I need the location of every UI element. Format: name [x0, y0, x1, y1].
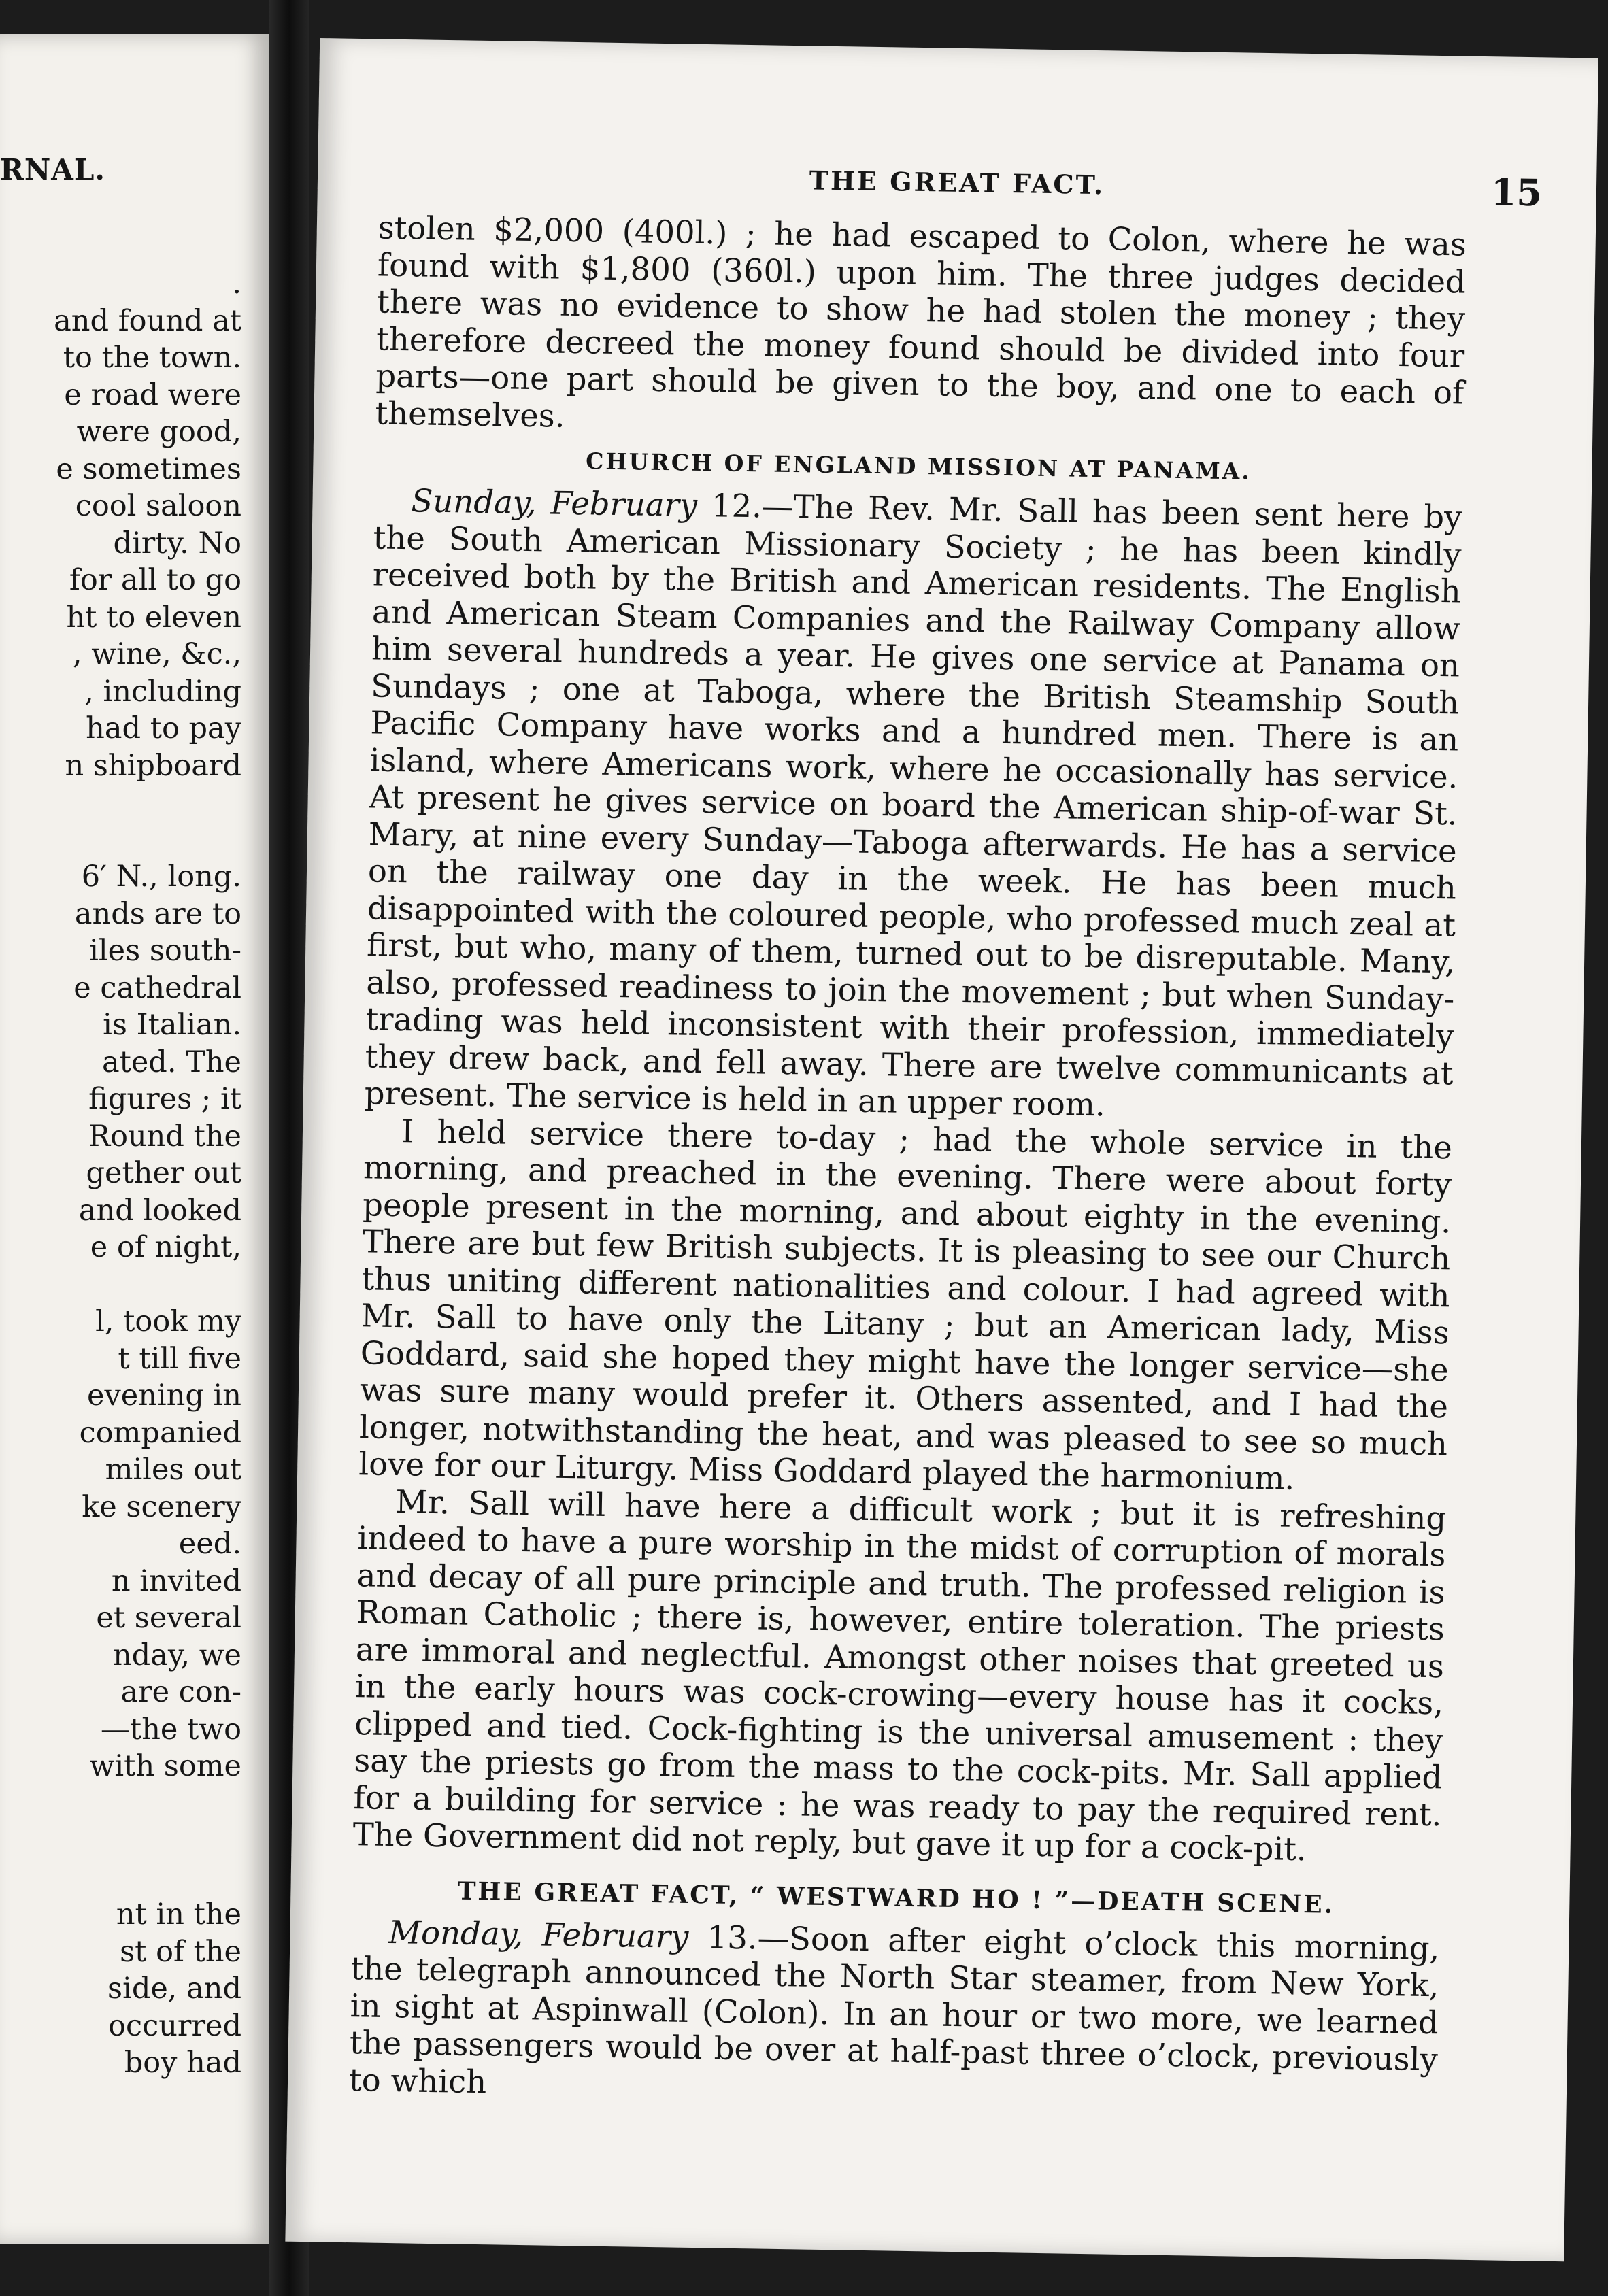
facing-line: dirty. No [113, 526, 241, 560]
facing-line: had to pay [86, 711, 241, 745]
opening-paragraph: stolen $2,000 (400l.) ; he had escaped to Colon, where he was found with $1,800 (360l.) upon him. The three judges decided there was no evidence to show he had stolen the money ; they therefore decreed the money found should be divided into four parts—one part should be given to the boy, and one to each of themselves. [375, 209, 1467, 435]
facing-line: are con- [120, 1675, 241, 1709]
facing-line: boy had [124, 2046, 241, 2080]
facing-line: were good, [76, 415, 241, 449]
facing-page [0, 34, 269, 2244]
paragraph-difficult-work: Mr. Sall will have here a difficult work ; but it is refreshing indeed to have a pure worship in the midst of corruption of morals and decay of all pure principle and truth. The professed religion is Roman Catholic ; there is, however, entire toleration. The priests are immoral and neglectful. Amongst other noises that greeted us in the early hours was cock-crowing—every house has it cocks, clipped and tied. Cock-fighting is the universal amusement : they say the priests go from the mass to the cock-pits. Mr. Sall applied for a building for service : he was ready to pay the required rent. The Government did not reply, but gave it up for a cock-pit. [352, 1483, 1447, 1868]
facing-line: n invited [111, 1564, 241, 1598]
facing-line: is Italian. [103, 1008, 241, 1042]
facing-line [0, 1822, 241, 1859]
facing-line: 6′ N., long. [81, 860, 241, 894]
facing-line: figures ; it [88, 1082, 241, 1116]
facing-line: miles out [105, 1453, 241, 1487]
paragraph-monday [349, 1913, 1440, 2116]
paragraph-service: I held service there to-day ; had the whole service in the morning, and preached in the evening. There were about forty people present in the morning, and about eighty in the evening. There are but few British subjects. It is pleasing to see our Church thus uniting different nationalities and colour. I had agreed with Mr. Sall to have only the Litany ; but an American lady, Miss Goddard, said she hoped they might have the longer service—she was sure many would prefer it. Others assented, and I had the longer, notwithstanding the heat, and was pleased to see so much love for our Liturgy. Miss Goddard played the harmonium. [358, 1112, 1453, 1497]
facing-line: and looked [78, 1193, 241, 1228]
facing-line: , including [84, 674, 241, 709]
facing-line [0, 1266, 241, 1304]
section-heading-death-scene: THE GREAT FACT, “ WESTWARD HO ! ”—DEATH SCENE. [457, 1876, 1335, 1919]
paragraph-text: 13.—Soon after eight o’clock this morning, the telegraph announced the North Star steamer, from New York, in sight at Aspinwall (Colon). In an hour or two more, we learned the passengers would be over at half-past three o’clock, previously to which [348, 1918, 1440, 2100]
section-heading-mission: CHURCH OF ENGLAND MISSION AT PANAMA. [585, 448, 1252, 485]
facing-line: et several [96, 1601, 241, 1635]
facing-line: iles south- [89, 934, 241, 968]
facing-line: l, took my [95, 1304, 241, 1338]
facing-line: side, and [107, 1972, 241, 2006]
date-lead: Monday, February [388, 1913, 689, 1955]
facing-line: . [232, 267, 241, 301]
facing-line: e of night, [90, 1230, 241, 1264]
facing-line: ated. The [101, 1045, 241, 1079]
facing-line: e road were [64, 377, 241, 412]
paragraph-sunday [364, 482, 1462, 1129]
facing-line: st of the [120, 1934, 241, 1969]
facing-line: n shipboard [65, 748, 241, 783]
facing-line: evening in [87, 1379, 241, 1413]
facing-line [0, 822, 241, 859]
facing-line: with some [89, 1749, 241, 1783]
facing-line: ands are to [74, 896, 241, 931]
facing-line: gether out [86, 1156, 241, 1190]
running-head-title: THE GREAT FACT. [809, 165, 1105, 201]
facing-line: nday, we [112, 1638, 241, 1672]
facing-line: Round the [88, 1119, 241, 1153]
facing-page-text [0, 265, 241, 2082]
facing-line: companied [79, 1415, 241, 1450]
facing-line: ke scenery [82, 1489, 241, 1524]
facing-page-header: RNAL. [0, 153, 106, 186]
facing-line [0, 1785, 241, 1823]
facing-line [0, 784, 241, 822]
page-body [349, 209, 1467, 2115]
facing-line: , wine, &c., [72, 637, 241, 671]
page-number: 15 [1490, 170, 1543, 215]
book-page [285, 38, 1598, 2261]
facing-line: to the town. [63, 341, 241, 375]
facing-line: for all to go [69, 563, 241, 597]
facing-line: eed. [178, 1527, 241, 1561]
facing-line: t till five [118, 1341, 241, 1376]
paragraph-text: 12.—The Rev. Mr. Sall has been sent here by the South American Missionary Society ; he has been kindly received both by the British and American residents. The English and American Steam Companies and the Railway Company allow him several hundreds a year. He gives one service at Panama on Sundays ; one at Taboga, where the British Steamship South Pacific Company have works and a hundred men. There is an island, where Americans work, where he occasionally has service. At present he gives service on board the American ship-of-war St. Mary, at nine every Sunday—Taboga afterwards. He has a service on the railway one day in the week. He has been much disappointed with the coloured people, who professed much zeal at first, but who, many of them, turned out to be disreputable. Many, also, professed readiness to join the movement ; but when Sunday-trading was held inconsistent with their profession, immediately they drew back, and fell away. There are twelve communicants at present. The service is held in an upper room. [364, 486, 1462, 1124]
facing-line: cool saloon [75, 489, 241, 523]
running-head [372, 158, 1543, 217]
facing-line: e cathedral [73, 970, 241, 1005]
facing-line: nt in the [116, 1897, 241, 1931]
facing-line: occurred [108, 2008, 241, 2043]
facing-line: e sometimes [56, 452, 241, 486]
facing-line: ht to eleven [66, 600, 241, 635]
facing-line [0, 1859, 241, 1897]
facing-line: and found at [54, 303, 241, 338]
facing-line: —the two [100, 1712, 241, 1746]
date-lead: Sunday, February [411, 482, 698, 524]
